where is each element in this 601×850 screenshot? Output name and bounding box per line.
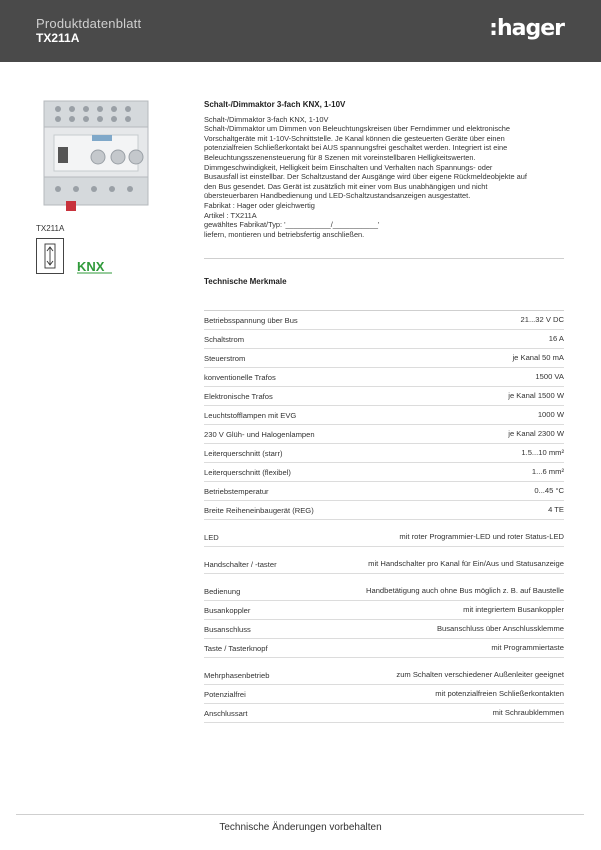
spec-label: Bedienung <box>204 587 241 596</box>
description-line: Artikel : TX211A <box>204 210 257 220</box>
description-title: Schalt-/Dimmaktor 3-fach KNX, 1-10V <box>204 100 346 109</box>
spec-value: 0...45 °C <box>534 486 564 495</box>
spec-label: Betriebsspannung über Bus <box>204 316 298 325</box>
description-line: den Bus gesendet. Das Gerät ist zusätzlich mit einer vom Bus unabhängigen und nicht <box>204 181 488 191</box>
spec-value: mit Schraubklemmen <box>492 708 564 717</box>
spec-label: Taste / Tasterknopf <box>204 644 268 653</box>
spec-value: 1500 VA <box>535 372 564 381</box>
description-line: liefern, montieren und betriebsfertig anschließen. <box>204 229 365 239</box>
spec-label: Steuerstrom <box>204 354 246 363</box>
spec-value: 1...6 mm² <box>531 467 564 476</box>
spec-row <box>204 658 564 685</box>
spec-value: 16 A <box>548 334 564 343</box>
spec-value: 1.5...10 mm² <box>521 448 564 457</box>
spec-row <box>204 482 564 501</box>
spec-row <box>204 547 564 574</box>
document-type: Produktdatenblatt <box>36 16 142 31</box>
spec-label: Leiterquerschnitt (flexibel) <box>204 468 291 477</box>
product-caption: TX211A <box>36 224 65 233</box>
footer-note: Technische Änderungen vorbehalten <box>219 822 382 833</box>
spec-value: mit roter Programmier-LED und roter Status-LED <box>399 532 564 541</box>
spec-row <box>204 685 564 704</box>
description-line: Fabrikat : Hager oder gleichwertig <box>204 200 315 210</box>
spec-row <box>204 601 564 620</box>
specs-table <box>204 310 564 723</box>
description-line: Busausfall ist einstellbar. Der Schaltzustand der Ausgänge wird über eigene Rückmeldeobjekte auf <box>204 172 527 182</box>
article-number: TX211A <box>36 31 80 45</box>
spec-value: je Kanal 50 mA <box>512 353 564 362</box>
description-line: Schalt-/Dimmaktor um Dimmen von Beleuchtungskreisen über Ferndimmer und elektronische <box>204 124 511 134</box>
spec-label: Anschlussart <box>204 709 248 718</box>
product-description <box>204 100 566 239</box>
spec-row <box>204 620 564 639</box>
spec-row <box>204 387 564 406</box>
spec-label: konventionelle Trafos <box>204 373 276 382</box>
footer-divider <box>16 814 584 815</box>
spec-row <box>204 425 564 444</box>
spec-value: je Kanal 1500 W <box>508 391 564 400</box>
spec-row <box>204 349 564 368</box>
knx-logo <box>76 256 116 276</box>
spec-value: zum Schalten verschiedener Außenleiter geeignet <box>396 670 564 679</box>
spec-value: mit Handschalter pro Kanal für Ein/Aus und Statusanzeige <box>368 559 564 568</box>
spec-value: mit integriertem Busankoppler <box>463 605 564 614</box>
header-bar <box>0 0 601 62</box>
spec-row <box>204 501 564 520</box>
specs-title: Technische Merkmale <box>204 277 287 286</box>
spec-label: Leiterquerschnitt (starr) <box>204 449 283 458</box>
spec-label: Mehrphasenbetrieb <box>204 671 270 680</box>
spec-row <box>204 311 564 330</box>
spec-label: 230 V Glüh- und Halogenlampen <box>204 430 315 439</box>
spec-row <box>204 444 564 463</box>
dimmer-symbol-icon <box>37 239 63 273</box>
product-photo <box>36 95 156 220</box>
spec-row <box>204 704 564 723</box>
spec-value: mit Programmiertaste <box>491 643 564 652</box>
description-line: potenzialfreien Schließerkontakt bei AUS spannungsfrei geschaltet werden. Integriert ist eine <box>204 143 508 153</box>
spec-row <box>204 406 564 425</box>
spec-value: 1000 W <box>537 410 564 419</box>
spec-row <box>204 520 564 547</box>
spec-label: Potenzialfrei <box>204 690 246 699</box>
hager-logo: :hager <box>489 16 564 41</box>
section-divider <box>204 258 564 259</box>
description-line: gewähltes Fabrikat/Typ: '___________/___________' <box>204 220 380 230</box>
spec-label: Handschalter / -taster <box>204 560 277 569</box>
spec-label: LED <box>204 533 219 542</box>
spec-value: 4 TE <box>548 505 564 514</box>
description-line: Dimmgeschwindigkeit, Helligkeit beim Einschalten und Verhalten nach Spannungs- oder <box>204 162 493 172</box>
description-line: Schalt-/Dimmaktor 3-fach KNX, 1-10V <box>204 114 329 124</box>
spec-row <box>204 368 564 387</box>
spec-row <box>204 463 564 482</box>
spec-row <box>204 639 564 658</box>
device-symbol <box>36 238 64 274</box>
spec-label: Busanschluss <box>204 625 251 634</box>
spec-value: mit potenzialfreien Schließerkontakten <box>435 689 564 698</box>
description-line: Vorschaltgeräte mit 1-10V-Schnittstelle. Je Kanal können die gesteuerten Geräte über einen <box>204 133 505 143</box>
spec-label: Schaltstrom <box>204 335 245 344</box>
spec-row <box>204 574 564 601</box>
spec-label: Elektronische Trafos <box>204 392 273 401</box>
spec-value: 21...32 V DC <box>520 315 564 324</box>
spec-label: Betriebstemperatur <box>204 487 269 496</box>
description-line: übersteuerbaren Handbedienung und LED-Schaltzustandsanzeigen ausgestattet. <box>204 191 471 201</box>
description-line: Beleuchtungsszenensteuerung für 8 Szenen mit voreinstellbaren Helligkeitswerten. <box>204 152 476 162</box>
knx-label: KNX <box>77 259 105 274</box>
spec-label: Busankoppler <box>204 606 251 615</box>
spec-label: Leuchtstofflampen mit EVG <box>204 411 297 420</box>
spec-value: je Kanal 2300 W <box>508 429 564 438</box>
spec-value: Busanschluss über Anschlussklemme <box>436 624 564 633</box>
spec-label: Breite Reiheneinbaugerät (REG) <box>204 506 314 515</box>
spec-row <box>204 330 564 349</box>
spec-value: Handbetätigung auch ohne Bus möglich z. B. auf Baustelle <box>366 586 564 595</box>
